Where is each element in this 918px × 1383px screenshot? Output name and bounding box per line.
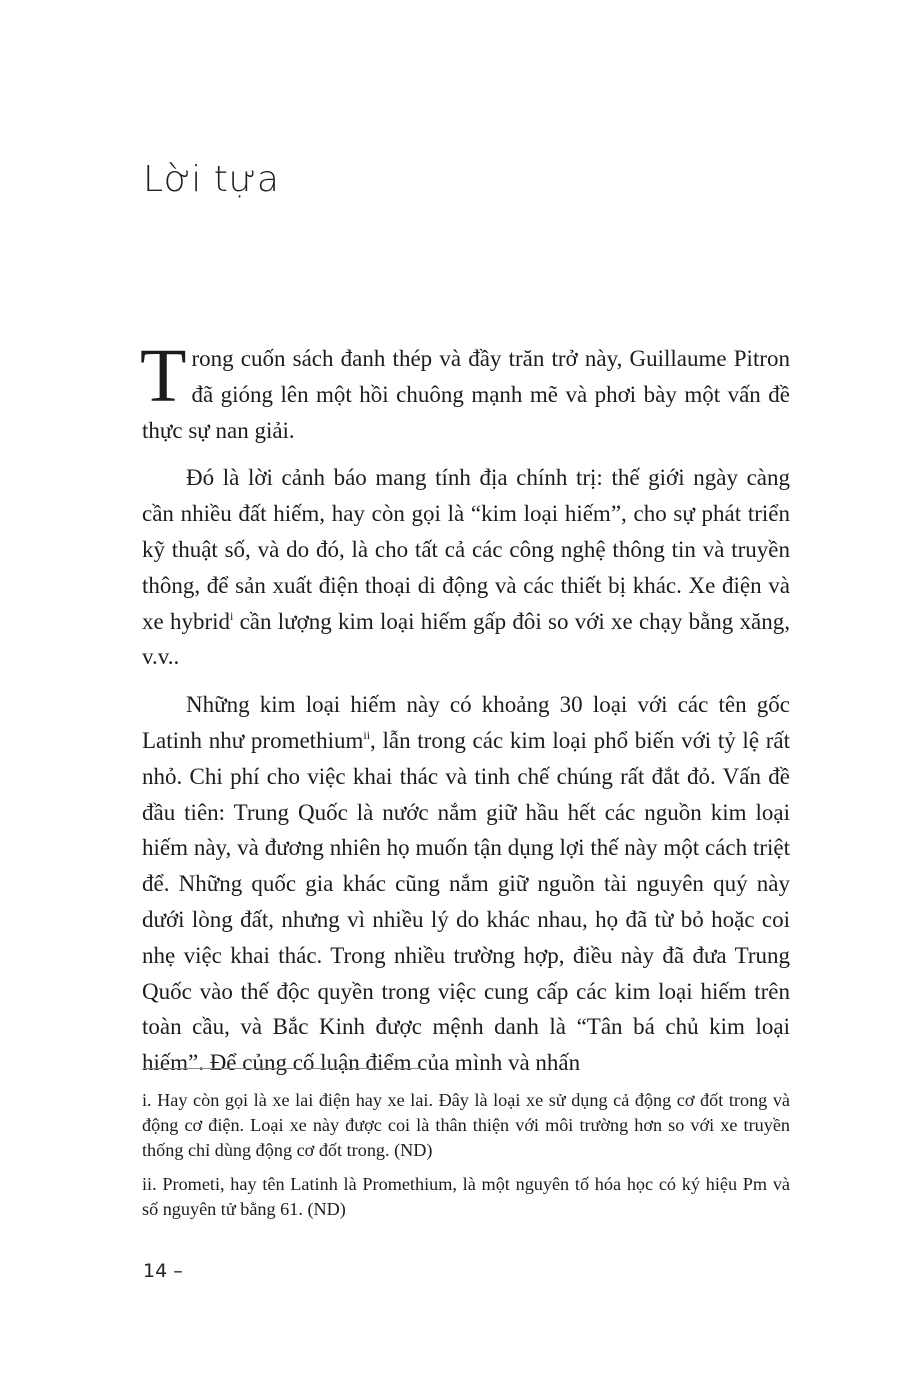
paragraph-3-text-start: Những kim loại hiếm này có khoảng 30 loại với các tên gốc Latinh như promethium <box>142 692 790 753</box>
footnote-ref-ii: ii <box>363 727 371 742</box>
footnote-i: i. Hay còn gọi là xe lai điện hay xe lai. Đây là loại xe sử dụng cả động cơ đốt trong và động cơ điện. Loại xe này được coi là thân thiện với môi trường hơn so với xe truyền thống chỉ dùng động cơ đốt trong. (ND) <box>142 1090 790 1160</box>
page-number: 14 – <box>143 1260 183 1282</box>
body-text <box>140 334 790 1093</box>
drop-cap: T <box>140 334 187 418</box>
paragraph-3 <box>142 687 790 1081</box>
chapter-title: Lời tựa <box>143 159 280 200</box>
paragraph-3-text-end: , lẫn trong các kim loại phổ biến với tỷ lệ rất nhỏ. Chi phí cho việc khai thác và tinh chế chúng rất đắt đỏ. Vấn đề đầu tiên: Trung Quốc là nước nắm giữ hầu hết các nguồn kim loại hiếm này, và đương nhiên họ muốn tận dụng lợi thế này một cách triệt để. Những quốc gia khác cũng nắm giữ nguồn tài nguyên quý này dưới lòng đất, nhưng vì nhiều lý do khác nhau, họ đã từ bỏ hoặc coi nhẹ việc khai thác. Trong nhiều trường hợp, điều này đã đưa Trung Quốc vào thế độc quyền trong việc cung cấp các kim loại hiếm trên toàn cầu, và Bắc Kinh được mệnh danh là “Tân bá chủ kim loại hiếm”. Để củng cố luận điểm của mình và nhấn <box>142 727 790 1076</box>
footnote-divider <box>143 1068 425 1069</box>
paragraph-2-text-start: Đó là lời cảnh báo mang tính địa chính trị: thế giới ngày càng cần nhiều đất hiếm, hay còn gọi là “kim loại hiếm”, cho sự phát triển kỹ thuật số, và do đó, là cho tất cả các công nghệ thông tin và truyền thông, để sản xuất điện thoại di động và các thiết bị khác. Xe điện và xe hybrid <box>142 465 790 634</box>
paragraph-2 <box>142 460 790 675</box>
footnote-ii: ii. Prometi, hay tên Latinh là Promethium, là một nguyên tố hóa học có ký hiệu Pm và số nguyên tử bằng 61. (ND) <box>142 1174 790 1219</box>
paragraph-1-text: rong cuốn sách đanh thép và đầy trăn trở này, Guillaume Pitron đã gióng lên một hồi chuông mạnh mẽ và phơi bày một vấn đề thực sự nan giải. <box>142 346 790 443</box>
paragraph-2-text-end: cần lượng kim loại hiếm gấp đôi so với xe chạy bằng xăng, v.v.. <box>142 608 790 670</box>
footnotes <box>142 1088 790 1231</box>
footnote-ref-i: i <box>230 608 234 623</box>
paragraph-1 <box>140 334 790 448</box>
